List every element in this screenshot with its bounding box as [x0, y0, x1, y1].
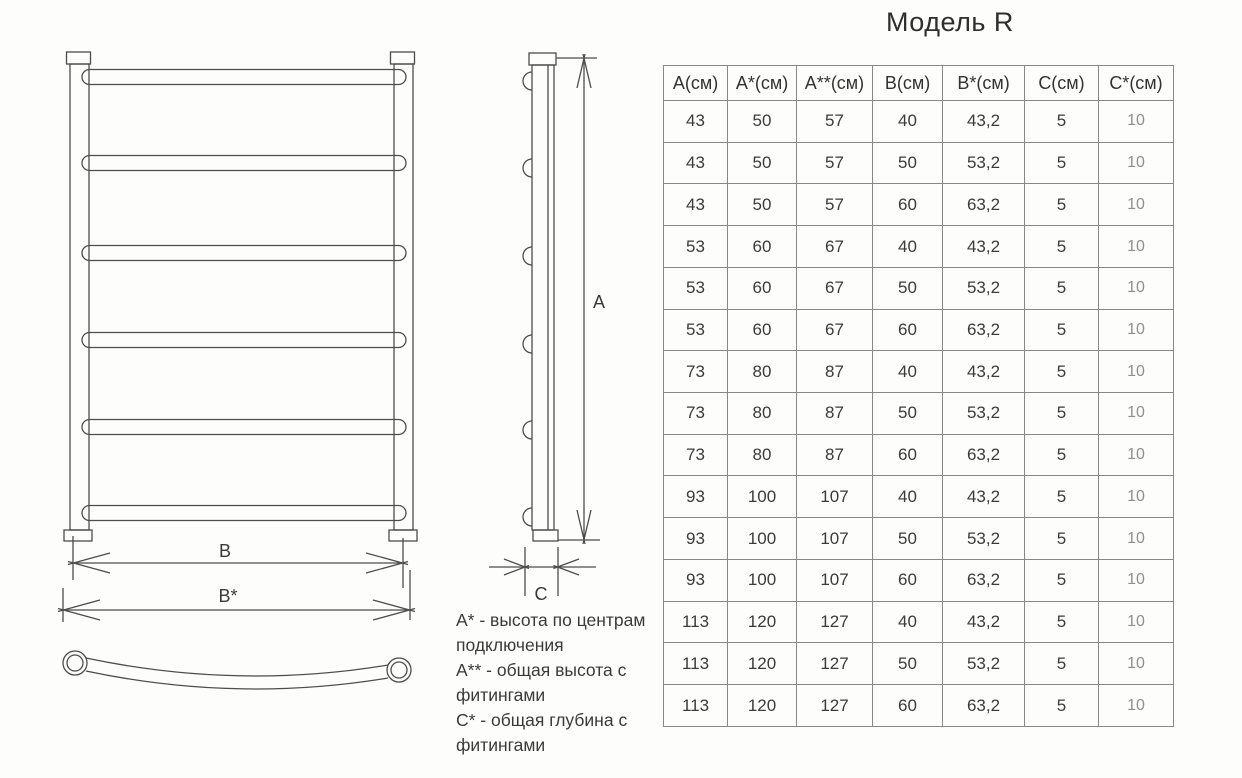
table-cell: 127 [797, 601, 873, 643]
table-cell: 87 [797, 351, 873, 393]
table-cell: 50 [873, 393, 943, 435]
table-cell: 73 [664, 351, 728, 393]
table-cell: 5 [1025, 309, 1099, 351]
table-cell: 73 [664, 434, 728, 476]
table-row [664, 685, 1174, 727]
table-cell: 120 [728, 685, 797, 727]
table-cell: 93 [664, 559, 728, 601]
dimension-c [489, 547, 596, 604]
column-header: В*(см) [943, 66, 1025, 101]
spec-table-body [664, 101, 1174, 727]
right-post [394, 64, 413, 530]
rail-end-ring-inner [67, 655, 83, 671]
table-cell: 5 [1025, 142, 1099, 184]
table-cell: 120 [728, 601, 797, 643]
table-cell: 40 [873, 351, 943, 393]
rail-end-bump [523, 421, 532, 439]
legend-item: А** - общая высота с фитингами [456, 660, 627, 705]
curved-rail-detail [63, 651, 411, 689]
table-cell: 60 [873, 559, 943, 601]
table-cell: 40 [873, 101, 943, 143]
table-cell: 87 [797, 434, 873, 476]
table-cell: 5 [1025, 601, 1099, 643]
left-post-cap [67, 52, 91, 64]
table-cell: 40 [873, 601, 943, 643]
legend-item: С* - общая глубина с фитингами [456, 710, 628, 755]
table-row [664, 559, 1174, 601]
table-cell: 10 [1099, 142, 1174, 184]
table-cell: 53 [664, 267, 728, 309]
legend-item: А* - высота по центрам подключения [456, 610, 646, 655]
table-cell: 93 [664, 518, 728, 560]
table-cell: 10 [1099, 476, 1174, 518]
table-cell: 10 [1099, 643, 1174, 685]
table-cell: 60 [873, 434, 943, 476]
table-cell: 60 [728, 309, 797, 351]
table-cell: 60 [873, 309, 943, 351]
table-cell: 60 [728, 267, 797, 309]
table-cell: 120 [728, 643, 797, 685]
table-cell: 107 [797, 476, 873, 518]
table-cell: 5 [1025, 101, 1099, 143]
extension-lines [73, 536, 403, 588]
rail-bar [82, 333, 406, 348]
table-row [664, 601, 1174, 643]
right-post-cap [391, 52, 415, 64]
table-cell: 127 [797, 685, 873, 727]
table-row [664, 101, 1174, 143]
table-cell: 5 [1025, 643, 1099, 685]
table-cell: 100 [728, 518, 797, 560]
spec-table-header [664, 66, 1174, 101]
table-cell: 43 [664, 184, 728, 226]
table-cell: 57 [797, 142, 873, 184]
rail-end-ring-inner [391, 662, 407, 678]
rail-end-bump [523, 335, 532, 353]
table-cell: 10 [1099, 309, 1174, 351]
curved-bar-bottom-edge [86, 671, 388, 689]
table-cell: 60 [728, 226, 797, 268]
table-cell: 10 [1099, 518, 1174, 560]
side-post-cap [529, 53, 556, 65]
table-cell: 80 [728, 434, 797, 476]
table-cell: 10 [1099, 101, 1174, 143]
rail-bar [82, 246, 406, 261]
table-cell: 10 [1099, 267, 1174, 309]
table-cell: 53,2 [943, 393, 1025, 435]
table-cell: 43,2 [943, 101, 1025, 143]
table-cell: 5 [1025, 184, 1099, 226]
table-cell: 5 [1025, 351, 1099, 393]
table-cell: 10 [1099, 184, 1174, 226]
dimension-a [556, 54, 605, 544]
dimension-b-star [58, 570, 415, 622]
table-row [664, 351, 1174, 393]
table-cell: 43,2 [943, 476, 1025, 518]
rail-end-bump [523, 159, 532, 177]
table-cell: 67 [797, 267, 873, 309]
header-row [664, 66, 1174, 101]
table-cell: 53,2 [943, 142, 1025, 184]
column-header: В(см) [873, 66, 943, 101]
table-cell: 107 [797, 559, 873, 601]
table-cell: 10 [1099, 351, 1174, 393]
table-cell: 113 [664, 643, 728, 685]
table-row [664, 518, 1174, 560]
rail-end-bump [523, 508, 532, 526]
table-cell: 57 [797, 101, 873, 143]
table-cell: 53 [664, 309, 728, 351]
dimension-b [68, 536, 408, 588]
table-cell: 50 [873, 267, 943, 309]
table-row [664, 309, 1174, 351]
table-cell: 53 [664, 226, 728, 268]
table-cell: 50 [728, 184, 797, 226]
table-cell: 10 [1099, 601, 1174, 643]
legend [456, 608, 674, 758]
table-cell: 107 [797, 518, 873, 560]
table-cell: 5 [1025, 226, 1099, 268]
table-cell: 93 [664, 476, 728, 518]
table-cell: 43 [664, 101, 728, 143]
table-cell: 43,2 [943, 226, 1025, 268]
table-cell: 5 [1025, 393, 1099, 435]
table-row [664, 643, 1174, 685]
curved-bar-top-edge [86, 658, 388, 676]
table-row [664, 434, 1174, 476]
table-cell: 100 [728, 559, 797, 601]
table-cell: 5 [1025, 518, 1099, 560]
column-header: А*(см) [728, 66, 797, 101]
table-cell: 127 [797, 643, 873, 685]
column-header: А**(см) [797, 66, 873, 101]
dimension-label-b-star: В* [218, 586, 238, 606]
table-cell: 5 [1025, 559, 1099, 601]
rail-end-bump [523, 72, 532, 90]
table-cell: 63,2 [943, 434, 1025, 476]
table-cell: 67 [797, 226, 873, 268]
table-row [664, 393, 1174, 435]
table-cell: 113 [664, 685, 728, 727]
table-row [664, 267, 1174, 309]
table-cell: 87 [797, 393, 873, 435]
front-view [64, 52, 417, 541]
column-header: С*(см) [1099, 66, 1174, 101]
rail-bar [82, 506, 406, 521]
column-header: А(см) [664, 66, 728, 101]
table-row [664, 142, 1174, 184]
table-cell: 40 [873, 226, 943, 268]
table-cell: 5 [1025, 267, 1099, 309]
table-row [664, 184, 1174, 226]
table-cell: 53,2 [943, 267, 1025, 309]
side-post [532, 65, 554, 530]
table-cell: 63,2 [943, 685, 1025, 727]
table-cell: 67 [797, 309, 873, 351]
table-cell: 5 [1025, 685, 1099, 727]
table-cell: 50 [728, 101, 797, 143]
table-cell: 10 [1099, 393, 1174, 435]
table-cell: 50 [873, 142, 943, 184]
table-cell: 40 [873, 476, 943, 518]
rail-bar [82, 420, 406, 435]
dimension-label-c: С [534, 584, 548, 604]
table-cell: 60 [873, 184, 943, 226]
side-post-foot [533, 530, 558, 541]
table-cell: 5 [1025, 476, 1099, 518]
table-cell: 53,2 [943, 643, 1025, 685]
rail-bar [82, 70, 406, 85]
table-cell: 10 [1099, 685, 1174, 727]
table-cell: 100 [728, 476, 797, 518]
table-cell: 5 [1025, 434, 1099, 476]
page-title: Модель R [886, 7, 1014, 37]
table-cell: 10 [1099, 226, 1174, 268]
table-cell: 43 [664, 142, 728, 184]
table-cell: 50 [873, 518, 943, 560]
table-cell: 43,2 [943, 601, 1025, 643]
dimension-label-b: В [218, 541, 232, 561]
table-cell: 113 [664, 601, 728, 643]
table-cell: 50 [728, 142, 797, 184]
table-cell: 63,2 [943, 559, 1025, 601]
spec-table [663, 65, 1174, 727]
dimension-label-a: А [593, 292, 606, 312]
column-header: С(см) [1025, 66, 1099, 101]
table-cell: 57 [797, 184, 873, 226]
left-post-foot [64, 530, 92, 541]
table-cell: 10 [1099, 434, 1174, 476]
table-cell: 50 [873, 643, 943, 685]
table-cell: 60 [873, 685, 943, 727]
table-cell: 63,2 [943, 184, 1025, 226]
table-cell: 80 [728, 393, 797, 435]
table-row [664, 476, 1174, 518]
table-cell: 63,2 [943, 309, 1025, 351]
rail-end-bump [523, 247, 532, 265]
table-row [664, 226, 1174, 268]
table-cell: 73 [664, 393, 728, 435]
left-post [70, 64, 89, 530]
table-cell: 43,2 [943, 351, 1025, 393]
rail-bar [82, 156, 406, 171]
table-cell: 53,2 [943, 518, 1025, 560]
table-cell: 10 [1099, 559, 1174, 601]
table-cell: 80 [728, 351, 797, 393]
side-view [523, 53, 558, 541]
